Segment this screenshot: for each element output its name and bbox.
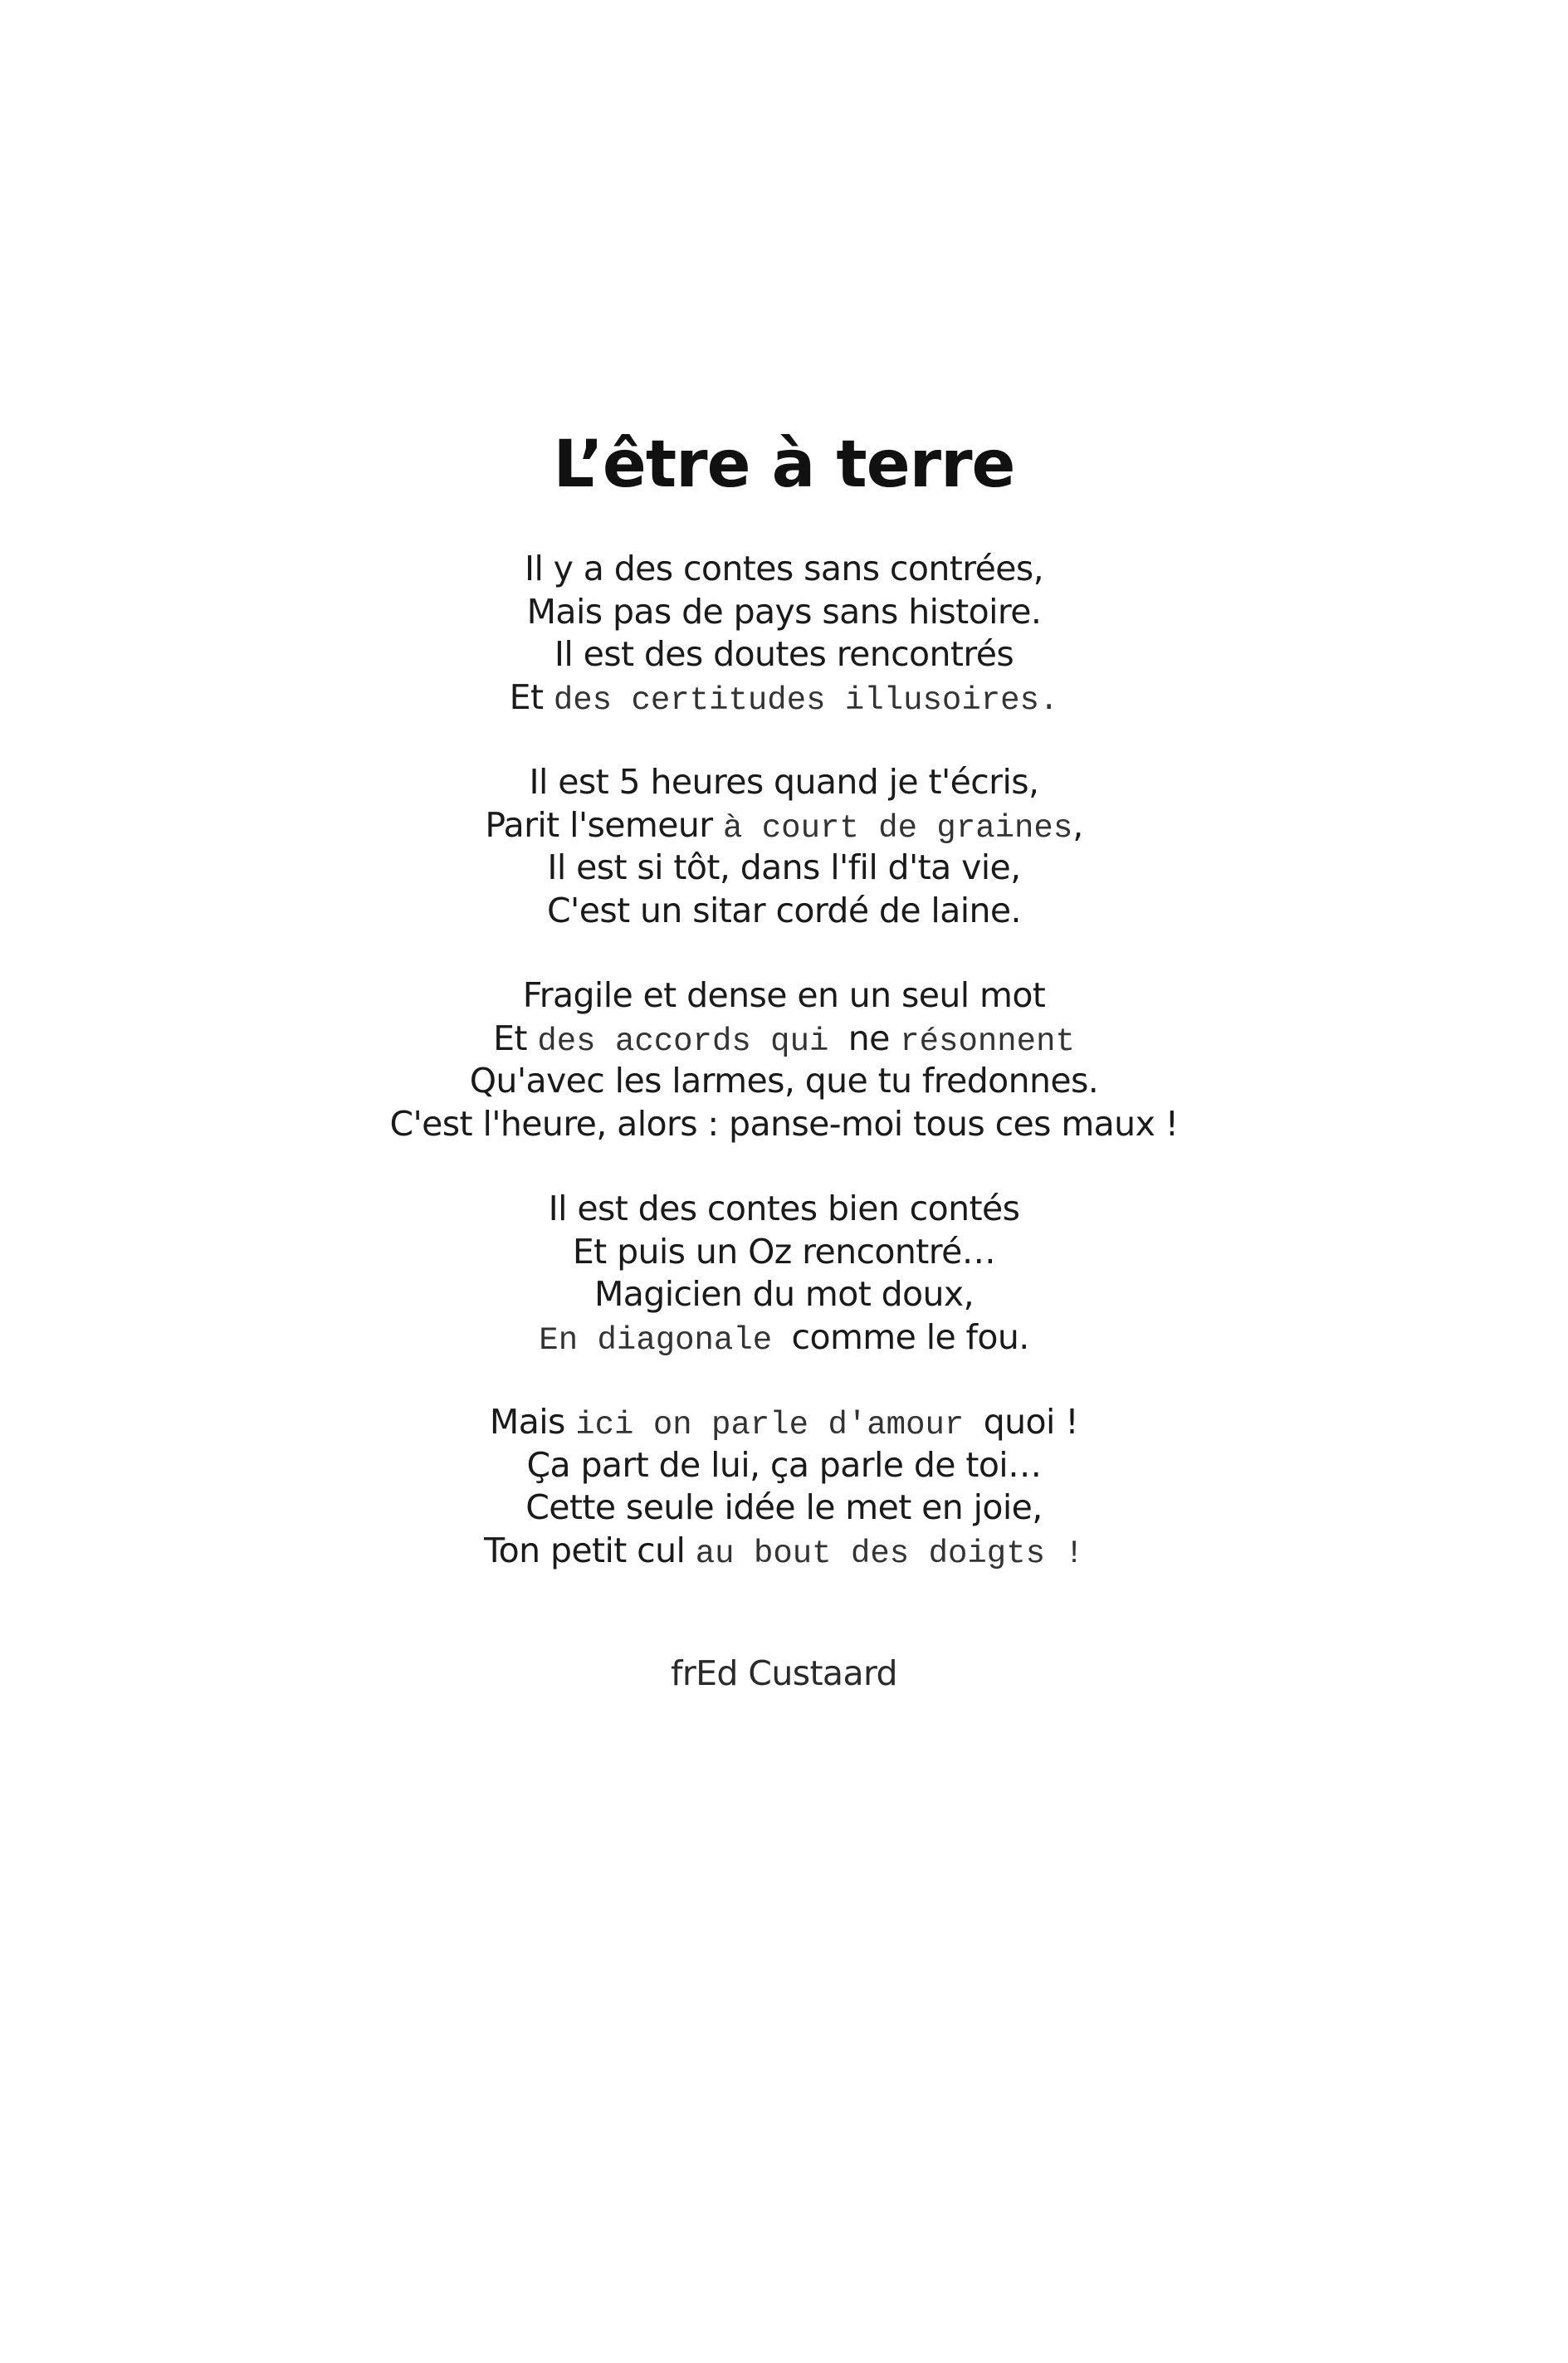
text-segment: Ton petit cul [484, 1530, 696, 1570]
text-segment: Il est des doutes rencontrés [554, 634, 1014, 674]
poem-line [0, 890, 1568, 933]
poem-line [0, 1316, 1568, 1360]
text-segment: Magicien du mot doux, [593, 1274, 975, 1314]
text-segment: Et puis un Oz rencontré… [572, 1231, 996, 1272]
text-segment: ne [848, 1018, 901, 1058]
stanza [0, 548, 1568, 719]
stanza [0, 761, 1568, 932]
text-segment: Mais [489, 1402, 576, 1442]
text-segment: Il est si tôt, dans l'fil d'ta vie, [547, 847, 1021, 887]
poem-line [0, 1444, 1568, 1487]
text-segment: , [1072, 804, 1083, 845]
text-segment: Il y a des contes sans contrées, [524, 549, 1044, 588]
text-segment: quoi ! [983, 1402, 1079, 1442]
stanza [0, 974, 1568, 1145]
text-segment: Fragile et dense en un seul mot [522, 975, 1046, 1015]
text-segment: Il est 5 heures quand je t'écris, [529, 762, 1039, 802]
typewriter-text-segment: au bout des doigts ! [695, 1535, 1084, 1572]
text-segment: Et [509, 676, 554, 717]
text-segment: Cette seule idée le met en joie, [525, 1487, 1043, 1527]
text-segment: Parit l'semeur [485, 804, 723, 845]
typewriter-text-segment: En diagonale [539, 1321, 792, 1359]
poem-line [0, 804, 1568, 847]
typewriter-text-segment: des certitudes illusoires. [553, 681, 1059, 719]
poem-title: L’être à terre [553, 427, 1015, 502]
poem-line [0, 974, 1568, 1018]
poem-line [0, 1103, 1568, 1146]
poem-line [0, 1231, 1568, 1274]
poem-line [0, 847, 1568, 890]
poem-line [0, 1530, 1568, 1573]
poem-line [0, 1401, 1568, 1444]
poem-body [0, 548, 1568, 1614]
text-segment: Ça part de lui, ça parle de toi… [526, 1444, 1042, 1485]
text-segment: Il est des contes bien contés [548, 1189, 1020, 1228]
typewriter-text-segment: à court de graines [722, 809, 1073, 847]
poem-line [0, 1273, 1568, 1316]
text-segment: Qu'avec les larmes, que tu fredonnes. [469, 1061, 1099, 1101]
typewriter-text-segment: résonnent [900, 1023, 1075, 1060]
text-segment: Mais pas de pays sans histoire. [526, 591, 1042, 632]
typewriter-text-segment: des accords qui [537, 1023, 848, 1060]
typewriter-text-segment: ici on parle d'amour [575, 1407, 984, 1443]
text-segment: comme le fou. [791, 1316, 1029, 1357]
text-segment: C'est un sitar cordé de laine. [547, 890, 1021, 930]
text-segment: C'est l'heure, alors : panse-moi tous ces maux ! [389, 1103, 1179, 1144]
poem-line [0, 761, 1568, 804]
text-segment: Et [493, 1018, 538, 1058]
poem-line [0, 1060, 1568, 1103]
poem-line [0, 1188, 1568, 1231]
poem-line [0, 548, 1568, 591]
poem-line [0, 1487, 1568, 1530]
stanza [0, 1401, 1568, 1572]
poem-line [0, 1018, 1568, 1061]
author-signature: frEd Custaard [671, 1653, 897, 1693]
stanza [0, 1188, 1568, 1359]
poem-line [0, 591, 1568, 634]
poem-line [0, 676, 1568, 720]
poem-line [0, 633, 1568, 676]
